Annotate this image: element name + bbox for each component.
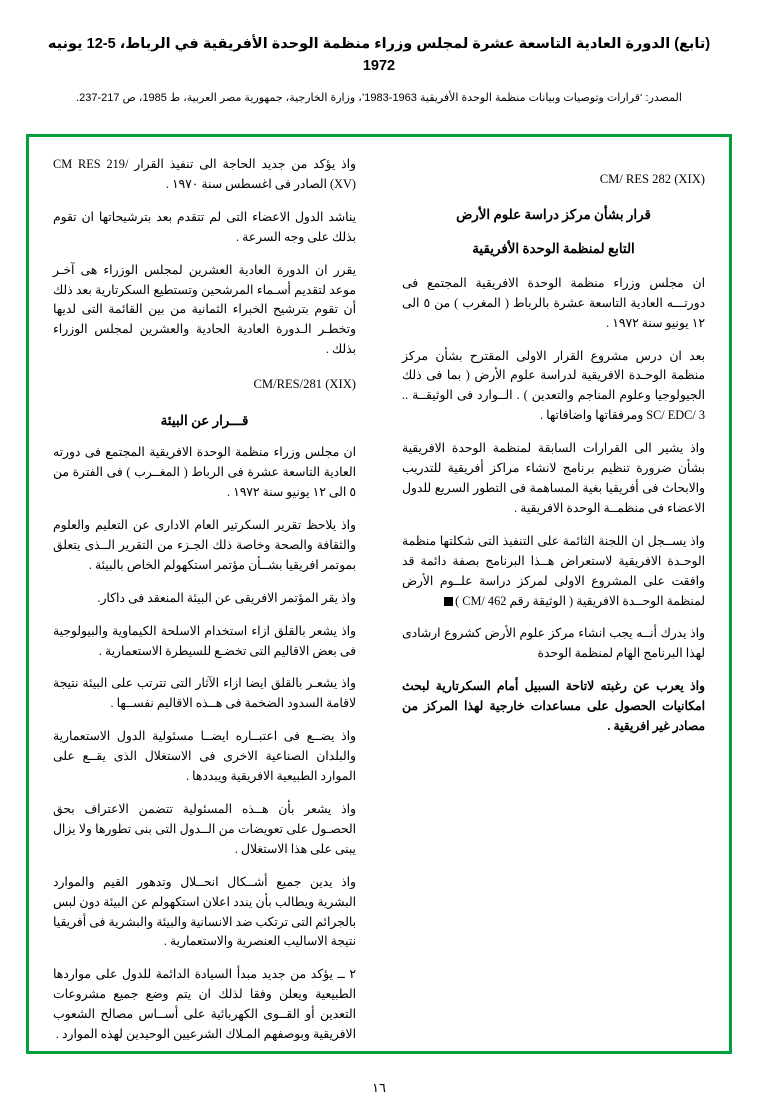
- paragraph-with-box-marker: [402, 532, 705, 612]
- paragraph: يقرر ان الدورة العادية العشرين لمجلس الوزراء هى آخـر موعد لتقديم أسـماء المرشحين وتستطيع السكرتارية بعد ذلك أن تقوم بترشيح الخبراء الثمانية من بين القائمة التى لديها وتخطـر الـدورة العادية الحادية والعشرين لمجلس الوزراء بذلك .: [53, 262, 356, 357]
- paragraph: ان مجلس وزراء منظمة الوحدة الافريقية المجتمع فى دورتـــه العادية التاسعة عشرة بالرباط ( المغرب ) من ٥ الى ١٢ يونيو سنة ١٩٧٢ .: [402, 275, 705, 330]
- paragraph: واذ يضــع فى اعتبــاره ايضــا مسئولية الدول الاستعمارية والبلدان الصناعية الاخرى فى الاستغلال الذى يقــع على الموارد الطبيعية الافريقية ويبددها .: [53, 729, 356, 784]
- paragraph: واذ يقر المؤتمر الافريقى عن البيئة المنعقد فى داكار.: [97, 590, 356, 605]
- resolution-heading-line2: التابع لمنظمة الوحدة الأفريقية: [472, 241, 635, 257]
- paragraph: واذ يؤكد من جديد الحاجة الى تنفيذ القرار /CM RES 219 (XV) الصادر فى اغسطس سنة ١٩٧٠ .: [53, 157, 356, 191]
- paragraph: واذ يدين جميع أشــكال انحــلال وتدهور القيم والموارد البشرية ويطالب بأن يندد اعلان استكهولم عن البيئة دون لبس بالجرائم التى ترتكب ضد الانسانية والبيئة والبشرية فى أفريقيا نتيجة الاساليب العنصرية والاستعمارية .: [53, 874, 356, 949]
- content-frame: [26, 134, 732, 1054]
- resolution-code: CM/ RES 282 (XIX): [599, 172, 705, 186]
- paragraph: واذ يلاحظ تقرير السكرتير العام الادارى عن التعليم والعلوم والثقافة والصحة وخاصة ذلك الجـزء من التقرير الــذى يتعلق بموتمر افريقيا بشــأن مؤتمر استكهولم الخاص بالبيئة .: [53, 518, 356, 572]
- square-marker-icon: [444, 597, 453, 606]
- column-left: [392, 151, 715, 1037]
- paragraph: واذ يشير الى القرارات السابقة لمنظمة الوحدة الافريقية بشأن ضرورة تنظيم برنامج لانشاء مراكز أفريقية للتدريب والابحاث فى أفريقيا بغية المساهمة فى التطور السريع للدول الاعضاء فى منظمــة الوحدة الافريقية .: [402, 441, 705, 515]
- document-page: [0, 34, 758, 1112]
- paragraph: واذ يدرك أنــه يجب انشاء مركز علوم الأرض كشروع ارشادى لهذا البرنامج الهام لمنظمة الوحدة: [402, 626, 705, 661]
- paragraph: واذ يشعـر بالقلق ايضا ازاء الآثار التى تترتب على البيئة نتيجة لاقامة السدود الضخمة فى هــذه الاقاليم نفســها .: [53, 676, 356, 711]
- page-number: ١٦: [372, 1080, 386, 1095]
- paragraph: واذ يشعر بأن هــذه المسئولية تتضمن الاعتراف بحق الحصـول على تعويضات من الــدول التى بنى تطورها ولا يزال يبنى على هذا الاستغلال .: [53, 802, 356, 856]
- resolution-heading: قـــرار عن البيئة: [160, 412, 249, 428]
- paragraph-bold: واذ يعرب عن رغبته لاتاحة السبيل أمام السكرتارية لبحث امكانيات الحصول على مساعدات خارجية لهذا المركز من مصادر غير افريقية .: [402, 679, 705, 734]
- resolution-heading-line1: قرار بشأن مركز دراسة علوم الأرض: [456, 207, 651, 223]
- page-title: (تابع) الدورة العادية التاسعة عشرة لمجلس وزراء منظمة الوحدة الأفريقية في الرباط، 5-12 يونيه 1972: [47, 36, 711, 74]
- paragraph: بعد ان درس مشروع القرار الاولى المقترح بشأن مركز منظمة الوحـدة الافريقية لدراسة علوم الأرض ( بما فى ذلك الجيولوجيا وعلوم المناجم والتعدين ) . الــوارد فى الوثيقــة .. SC/ EDC/ 3 ومرفقاتها واضافاتها .: [402, 348, 705, 423]
- document-source: المصدر: ‘قرارات وتوصيات وبيانات منظمة الوحدة الأفريقية 1963-1983’، وزارة الخارجية، جمهورية مصر العربية، ط 1985، ص 217-237.: [76, 91, 682, 104]
- paragraph: يناشد الدول الاعضاء التى لم تتقدم بعد بترشيحاتها ان تقوم بذلك على وجه السرعة .: [53, 209, 356, 244]
- two-column-layout: [43, 151, 715, 1042]
- resolution-code: CM/RES/281 (XIX): [253, 377, 356, 392]
- paragraph-text: واذ يســجل ان اللجنة الثائمة على التنفيذ التى شكلتها منظمة الوحـدة الافريقية لاستعراض هــذا البرنامج بصفة دائمة قد وافقت على المشروع الاولى لمركز دراسة علــوم الأرض لمنظمة الوحــدة الافريقية ( الوثيقة رقم CM/ 462 ): [402, 533, 705, 608]
- paragraph: ٢ ــ يؤكد من جديد مبدأ السيادة الدائمة للدول على مواردها الطبيعية ويعلن وفقا لذلك ان يتم وضع جميع مشروعات التعدين أو القــوى الكهربائية على أســاس مصالح الشعوب الافريقية وبوصفهم المـلاك الشرعيين الوحيدين لهذه الموارد .: [53, 967, 356, 1042]
- paragraph: ان مجلس وزراء منظمة الوحدة الافريقية المجتمع فى دورته العادية التاسعة عشرة فى الرباط ( المغــرب ) فى الفترة من ٥ الى ١٢ يونيو سنة ١٩٧٢ .: [53, 445, 356, 500]
- paragraph: واذ يشعر بالقلق ازاء استخدام الاسلحة الكيماوية والبيولوجية فى بعض الاقاليم التى تخضـع للسيطرة الاستعمارية .: [53, 623, 356, 658]
- column-right: [43, 151, 366, 1042]
